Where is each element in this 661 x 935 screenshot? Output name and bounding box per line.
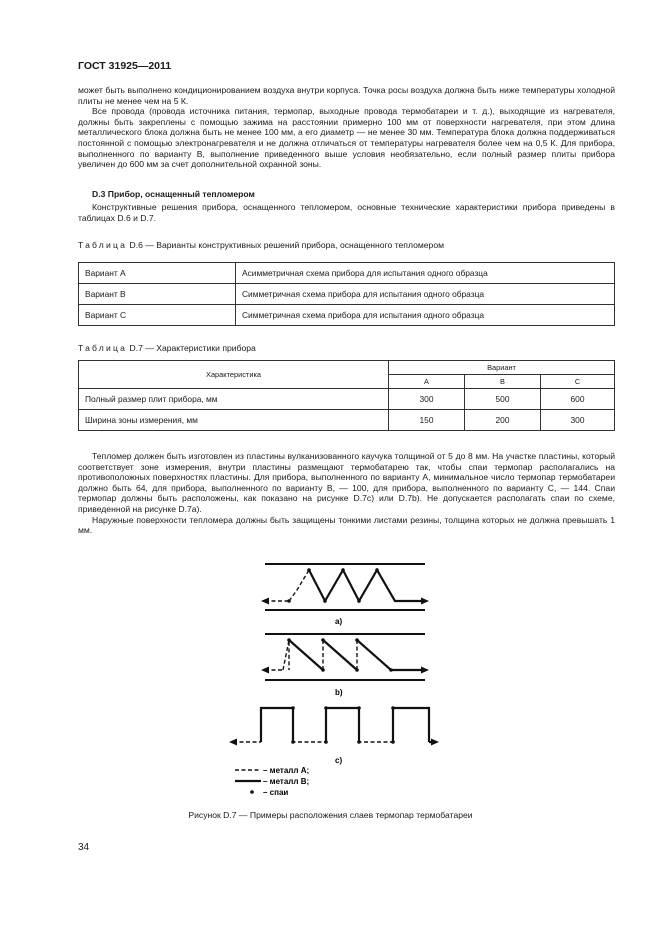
diagram-a	[261, 564, 429, 626]
paragraph: может быть выполнено кондиционированием воздуха внутри корпуса. Точка росы воздуха должна быть ниже температуры холодной плиты не менее чем на 5 К.	[78, 85, 615, 106]
value-cell: 300	[541, 410, 615, 431]
value-cell: 200	[465, 410, 541, 431]
table-row	[79, 410, 615, 431]
document-header: ГОСТ 31925—2011	[78, 60, 172, 72]
caption-prefix: Таблица	[78, 343, 128, 353]
description-cell: Симметричная схема прибора для испытания одного образца	[236, 284, 615, 305]
wire-metal-b	[289, 640, 323, 670]
value-cell: 600	[541, 389, 615, 410]
junction-dot	[324, 706, 328, 710]
header-variant-b: B	[465, 375, 541, 389]
junction-dot	[321, 638, 325, 642]
arrow-left-icon	[261, 598, 269, 605]
figure-caption: Рисунок D.7 — Примеры расположения слаев термопар термобатареи	[188, 810, 473, 820]
table-d7-caption	[78, 343, 256, 353]
junction-dot	[357, 740, 361, 744]
junction-dot	[287, 638, 291, 642]
arrow-right-icon	[431, 739, 439, 746]
header-variant-c: C	[541, 375, 615, 389]
junction-dot	[291, 740, 295, 744]
wire-metal-a	[289, 570, 309, 601]
description-cell: Асимметричная схема прибора для испытания одного образца	[236, 263, 615, 284]
arrow-left-icon	[229, 739, 237, 746]
paragraph: Конструктивные решения прибора, оснащенного тепломером, основные технические характеристики прибора приведены в таблицах D.6 и D.7.	[78, 202, 615, 223]
legend-junction: – спаи	[263, 788, 289, 797]
characteristic-cell: Ширина зоны измерения, мм	[79, 410, 389, 431]
variant-cell: Вариант A	[79, 263, 236, 284]
paragraph: Все провода (провода источника питания, термопар, выходные провода термобатареи и т. д.), выходящие из нагревателя, должны быть закреплены с помощью зажима на расстоянии примерно 100 мм от поверхности нагревателя, при этом длина металлического блока должна быть не менее 100 мм, а его диаметр — не менее 30 мм. Температура блока должна поддерживаться постоянной с помощью электронагревателя и не должна отличаться от температуры нагревателя более чем на 0,5 К. Для прибора, выполненного по варианту B, выполнение приведенного выше условия необязательно, если полный размер плиты прибора увеличен до 600 мм за счет дополнительной охранной зоны.	[78, 106, 615, 170]
value-cell: 300	[389, 389, 465, 410]
junction-dot	[287, 599, 291, 603]
header-characteristic: Характеристика	[79, 361, 389, 389]
thermopile-diagram	[225, 556, 440, 801]
wire-metal-b	[326, 708, 359, 742]
arrow-right-icon	[421, 667, 429, 674]
wire-metal-b	[393, 708, 429, 742]
diagram-b	[261, 634, 429, 697]
wire-metal-b	[261, 708, 293, 742]
legend-metal-a: – металл A;	[263, 766, 310, 775]
junction-dot	[391, 740, 395, 744]
table-d6-caption	[78, 240, 444, 250]
table-row	[79, 389, 615, 410]
figure-label-b: b)	[335, 688, 343, 697]
caption-text: D.7 — Характеристики прибора	[127, 343, 256, 353]
table-row	[79, 305, 615, 326]
table-header-row	[79, 361, 615, 375]
caption-text: D.6 — Варианты конструктивных решений прибора, оснащенного тепломером	[127, 240, 445, 250]
junction-dot	[355, 668, 359, 672]
junction-dot	[389, 668, 393, 672]
wire-metal-a	[293, 708, 326, 742]
characteristic-cell: Полный размер плит прибора, мм	[79, 389, 389, 410]
variant-cell: Вариант C	[79, 305, 236, 326]
arrow-left-icon	[261, 667, 269, 674]
wire-metal-b	[309, 570, 407, 601]
table-d7	[78, 360, 615, 431]
junction-dot	[291, 706, 295, 710]
value-cell: 500	[465, 389, 541, 410]
table-d6	[78, 262, 615, 326]
section-text	[78, 202, 615, 223]
wire-metal-a	[359, 708, 393, 742]
junction-dot	[323, 599, 327, 603]
caption-prefix: Таблица	[78, 240, 128, 250]
table-row	[79, 263, 615, 284]
table-row	[79, 284, 615, 305]
figure-legend	[235, 766, 309, 797]
wire-metal-b	[357, 640, 425, 670]
figure-label-c: c)	[335, 756, 343, 765]
figure-label-a: a)	[335, 617, 343, 626]
header-variant: Вариант	[389, 361, 615, 375]
junction-dot	[357, 706, 361, 710]
junction-dot	[307, 568, 311, 572]
intro-text	[78, 85, 615, 170]
body-text	[78, 451, 615, 536]
junction-dot	[321, 668, 325, 672]
junction-dot	[391, 706, 395, 710]
wire-metal-a	[283, 640, 289, 670]
description-cell: Симметричная схема прибора для испытания одного образца	[236, 305, 615, 326]
junction-dot	[357, 599, 361, 603]
junction-dot	[375, 568, 379, 572]
legend-junction-dot	[250, 790, 254, 794]
variant-cell: Вариант B	[79, 284, 236, 305]
section-heading: D.3 Прибор, оснащенный тепломером	[92, 189, 255, 199]
paragraph: Тепломер должен быть изготовлен из пластины вулканизованного каучука толщиной от 5 до 8 мм. На участке пластины, который соответствует зоне измерения, внутри пластины размещают термобатарею так, чтобы спаи термопар располагались на противоположных поверхностях пластины. Для прибора, выполненного по варианту A, минимальное число термопар термобатареи должно быть 64, для прибора, выполненного по варианту B, — 100, для прибора, выполненного по варианту C, — 144. Спаи термопар должны быть расположены, как показано на рисунке D.7c) или D.7b). Не допускается располагать спаи по схеме, приведенной на рисунке D.7a).	[78, 451, 615, 514]
value-cell: 150	[389, 410, 465, 431]
legend-metal-b: – металл B;	[263, 777, 310, 786]
paragraph: Наружные поверхности тепломера должны быть защищены тонкими листами резины, толщина которых не должна превышать 1 мм.	[78, 514, 615, 536]
wire-metal-b	[323, 640, 357, 670]
diagram-c	[229, 706, 439, 765]
page-number: 34	[78, 842, 90, 853]
header-variant-a: A	[389, 375, 465, 389]
junction-dot	[355, 638, 359, 642]
junction-dot	[341, 568, 345, 572]
junction-dot	[324, 740, 328, 744]
arrow-right-icon	[421, 598, 429, 605]
